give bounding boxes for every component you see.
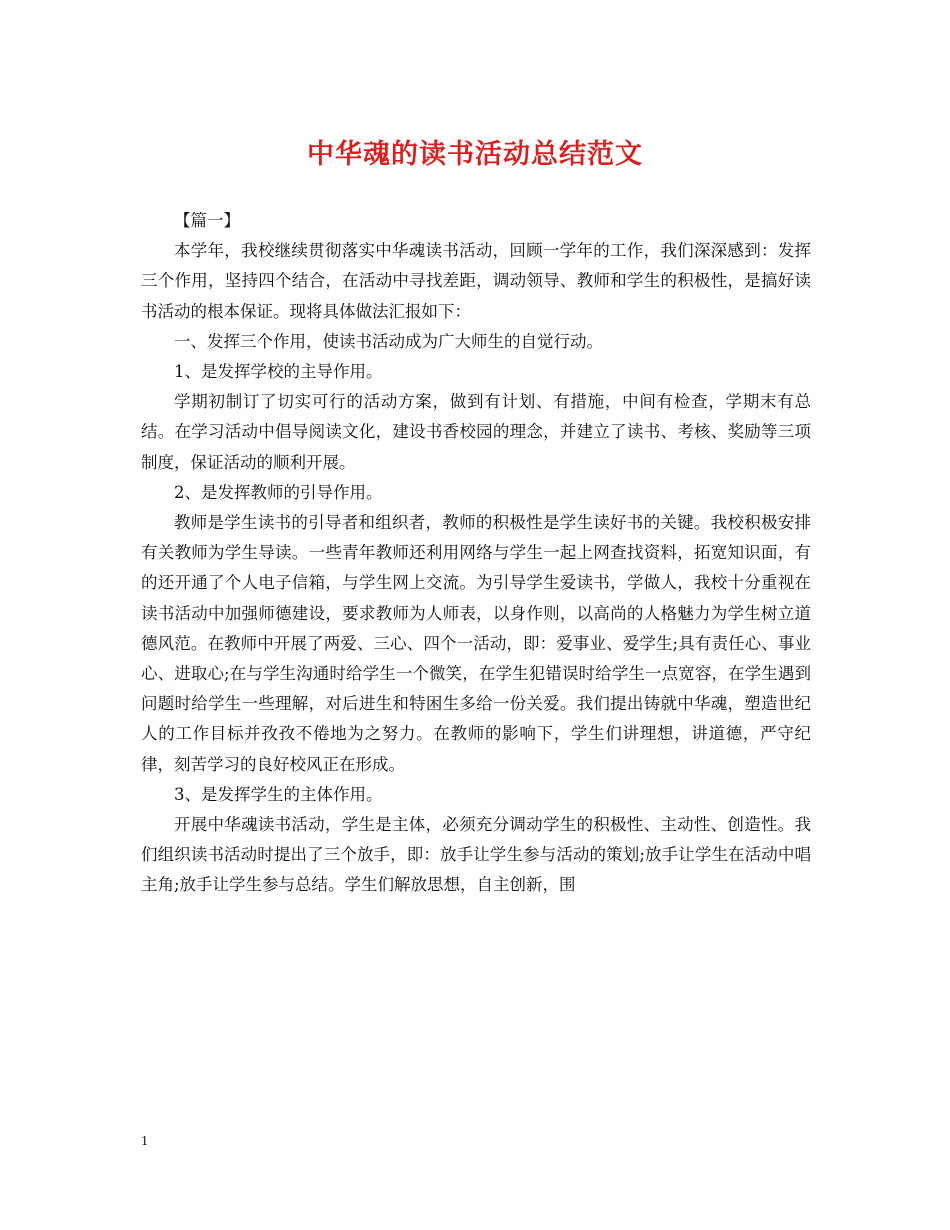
paragraph: 开展中华魂读书活动，学生是主体，必须充分调动学生的积极性、主动性、创造性。我们组织读书活动时提出了三个放手，即：放手让学生参与活动的策划;放手让学生在活动中唱主角;放手让学生参与总结。学生们解放思想，自主创新，围 bbox=[141, 815, 811, 895]
paragraph: 一、发挥三个作用，使读书活动成为广大师生的自觉行动。 bbox=[174, 331, 603, 351]
page-number: 1 bbox=[141, 1134, 148, 1149]
paragraph: 3、是发挥学生的主体作用。 bbox=[174, 784, 383, 804]
section-heading: 【篇一】 bbox=[174, 211, 240, 230]
paragraph: 学期初制订了切实可行的活动方案，做到有计划、有措施，中间有检查，学期末有总结。在学习活动中倡导阅读文化，建设书香校园的理念，并建立了读书、考核、奖励等三项制度，保证活动的顺利开展。 bbox=[141, 392, 811, 472]
document-body bbox=[141, 206, 811, 901]
paragraph: 教师是学生读书的引导者和组织者，教师的积极性是学生读好书的关键。我校积极安排有关教师为学生导读。一些青年教师还利用网络与学生一起上网查找资料，拓宽知识面，有的还开通了个人电子信箱，与学生网上交流。为引导学生爱读书，学做人，我校十分重视在读书活动中加强师德建设，要求教师为人师表，以身作则，以高尚的人格魅力为学生树立道德风范。在教师中开展了两爱、三心、四个一活动，即：爱事业、爱学生;具有责任心、事业心、进取心;在与学生沟通时给学生一个微笑，在学生犯错误时给学生一点宽容，在学生遇到问题时给学生一些理解，对后进生和特困生多给一份关爱。我们提出铸就中华魂，塑造世纪人的工作目标并孜孜不倦地为之努力。在教师的影响下，学生们讲理想，讲道德，严守纪律，刻苦学习的良好校风正在形成。 bbox=[141, 513, 811, 774]
paragraph: 2、是发挥教师的引导作用。 bbox=[174, 482, 383, 502]
paragraph: 1、是发挥学校的主导作用。 bbox=[174, 362, 383, 382]
document-title: 中华魂的读书活动总结范文 bbox=[307, 139, 643, 170]
paragraph: 本学年，我校继续贯彻落实中华魂读书活动，回顾一学年的工作，我们深深感到：发挥三个作用，坚持四个结合，在活动中寻找差距，调动领导、教师和学生的积极性，是搞好读书活动的根本保证。现将具体做法汇报如下： bbox=[141, 241, 811, 321]
